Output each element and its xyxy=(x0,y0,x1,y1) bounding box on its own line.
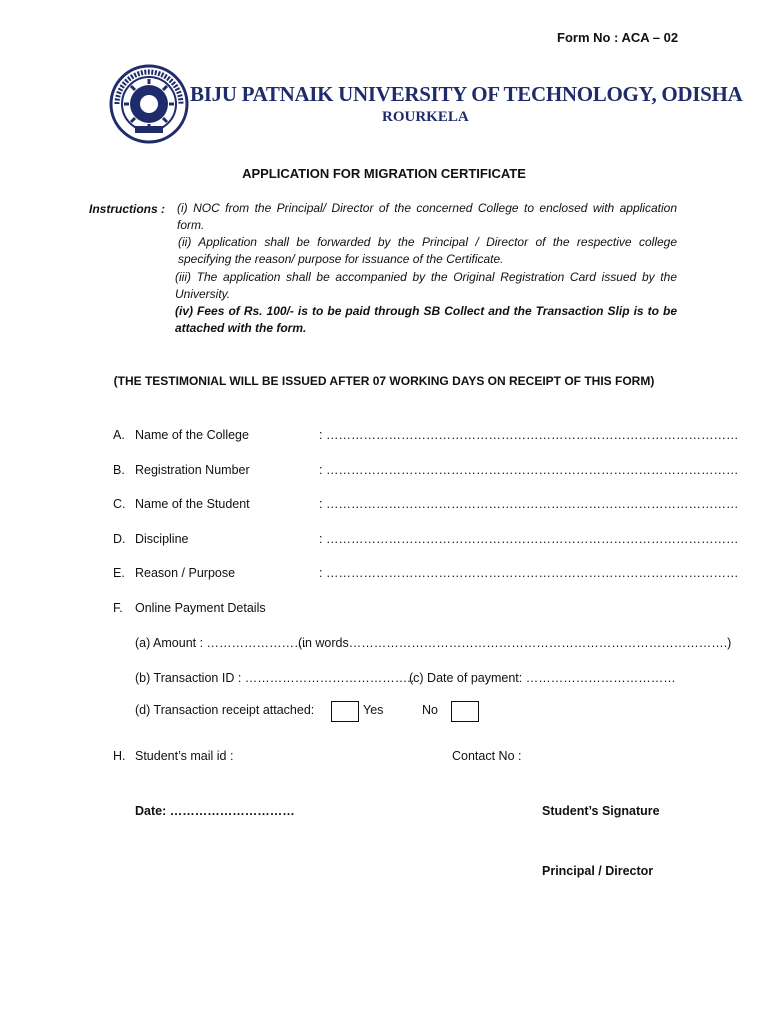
field-letter: C. xyxy=(113,497,126,511)
field-letter: F. xyxy=(113,601,123,615)
registration-number-field[interactable]: : ……………………………………………………………………………………… xyxy=(319,463,739,477)
reason-purpose-field[interactable]: : ……………………………………………………………………………………… xyxy=(319,566,739,580)
registration-number-label: Registration Number xyxy=(135,463,250,477)
payment-date-field[interactable]: (c) Date of payment: ……………………………… xyxy=(409,671,676,685)
discipline-field[interactable]: : ……………………………………………………………………………………… xyxy=(319,532,739,546)
yes-checkbox[interactable] xyxy=(331,701,359,722)
yes-label: Yes xyxy=(363,703,384,717)
university-seal-logo xyxy=(109,64,189,144)
date-field[interactable]: Date: ………………………… xyxy=(135,804,295,818)
university-name: BIJU PATNAIK UNIVERSITY OF TECHNOLOGY, ODISHA xyxy=(190,82,743,106)
amount-in-words-field[interactable]: (in words……………………………………………………………………………….) xyxy=(298,636,732,650)
instruction-2: (ii) Application shall be forwarded by the Principal / Director of the respective college specifying the reason/ purpose for issuance of the Certificate. xyxy=(178,235,677,266)
field-letter: B. xyxy=(113,463,125,477)
college-name-field[interactable]: : ……………………………………………………………………………………… xyxy=(319,428,739,442)
field-letter: E. xyxy=(113,566,125,580)
payment-details-label: Online Payment Details xyxy=(135,601,266,615)
instructions-label: Instructions : xyxy=(89,202,166,216)
testimonial-note: (THE TESTIMONIAL WILL BE ISSUED AFTER 07 WORKING DAYS ON RECEIPT OF THIS FORM) xyxy=(113,374,655,388)
student-name-field[interactable]: : ……………………………………………………………………………………… xyxy=(319,497,739,511)
form-number: Form No : ACA – 02 xyxy=(557,30,679,45)
receipt-attached-label: (d) Transaction receipt attached: xyxy=(135,703,315,717)
principal-director-label: Principal / Director xyxy=(542,864,654,878)
amount-field[interactable]: (a) Amount : …………………… xyxy=(135,636,307,650)
field-letter: A. xyxy=(113,428,125,442)
reason-purpose-label: Reason / Purpose xyxy=(135,566,236,580)
student-signature-label: Student’s Signature xyxy=(542,804,660,818)
contact-number-field[interactable]: Contact No : xyxy=(452,749,522,763)
field-letter: H. xyxy=(113,749,126,763)
instruction-4: (iv) Fees of Rs. 100/- is to be paid through SB Collect and the Transaction Slip is to be attached with the form. xyxy=(175,304,677,335)
instruction-1: (i) NOC from the Principal/ Director of the concerned College to enclosed with application form. xyxy=(177,201,677,232)
field-letter: D. xyxy=(113,532,126,546)
instruction-3: (iii) The application shall be accompanied by the Original Registration Card issued by the University. xyxy=(175,270,677,301)
no-label: No xyxy=(422,703,438,717)
discipline-label: Discipline xyxy=(135,532,189,546)
college-name-label: Name of the College xyxy=(135,428,249,442)
no-checkbox[interactable] xyxy=(451,701,479,722)
student-name-label: Name of the Student xyxy=(135,497,250,511)
university-city: ROURKELA xyxy=(382,109,469,125)
form-title: APPLICATION FOR MIGRATION CERTIFICATE xyxy=(242,166,526,181)
student-mail-field[interactable]: Student’s mail id : xyxy=(135,749,234,763)
transaction-id-field[interactable]: (b) Transaction ID : ………………………………….. xyxy=(135,671,415,685)
